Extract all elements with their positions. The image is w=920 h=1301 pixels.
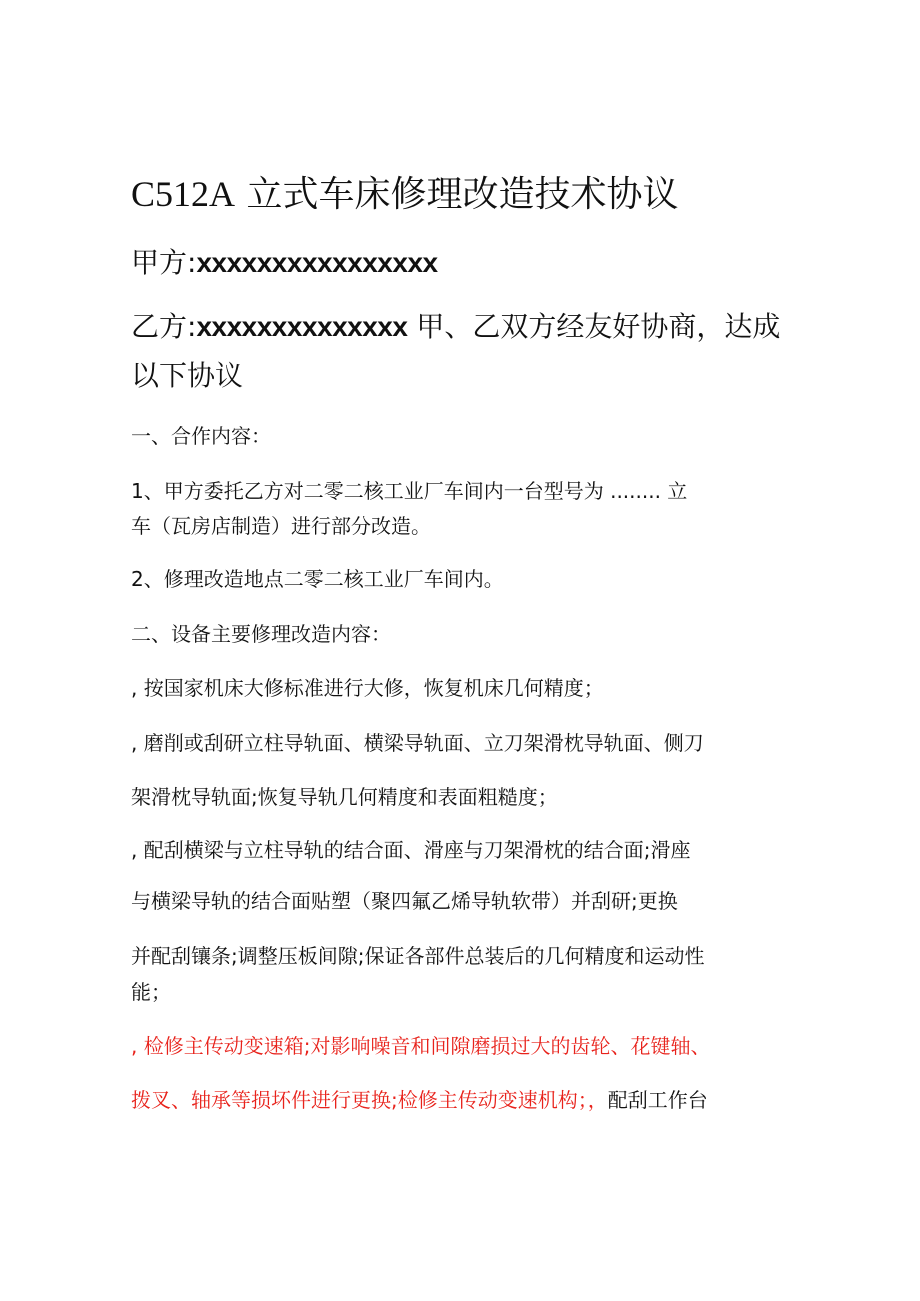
section-2-heading: 二、设备主要修理改造内容： bbox=[131, 622, 391, 646]
title-text: 立式车床修理改造技术协议 bbox=[246, 174, 679, 215]
point-4-line-1: , 检修主传动变速箱;对影响噪音和间隙磨损过大的齿轮、花键轴、 bbox=[131, 1034, 711, 1058]
party-b-value: xxxxxxxxxxxxxx bbox=[196, 311, 408, 342]
party-b-line bbox=[131, 307, 780, 347]
item-2-line: 2、修理改造地点二零二核工业厂车间内。 bbox=[131, 567, 504, 591]
point-2-line-1: , 磨削或刮研立柱导轨面、横梁导轨面、立刀架滑枕导轨面、侧刀 bbox=[131, 731, 704, 755]
party-b-line1-tail: 甲、乙双方经友好协商，达成 bbox=[416, 310, 781, 343]
point-3-line-3: 并配刮镶条;调整压板间隙;保证各部件总装后的几何精度和运动性 bbox=[131, 944, 705, 968]
party-b-label: 乙方: bbox=[131, 310, 197, 343]
item-1-line-1: 1、甲方委托乙方对二零二核工业厂车间内一台型号为 ........ 立 bbox=[131, 479, 688, 503]
title-model-code: C512A bbox=[131, 174, 236, 214]
point-3-line-4: 能； bbox=[131, 980, 171, 1004]
party-a-line bbox=[131, 243, 438, 283]
document-title bbox=[131, 170, 678, 219]
point-4-line-2-highlight: 拨叉、轴承等损坏件进行更换;检修主传动变速机构；， bbox=[131, 1088, 608, 1112]
item-1-line-2: 车（瓦房店制造）进行部分改造。 bbox=[131, 514, 431, 538]
party-a-value: xxxxxxxxxxxxxxxx bbox=[196, 247, 438, 278]
point-4-line-2-plain: 配刮工作台 bbox=[607, 1088, 708, 1112]
point-2-line-2: 架滑枕导轨面;恢复导轨几何精度和表面粗糙度； bbox=[131, 785, 558, 809]
section-1-heading: 一、合作内容： bbox=[131, 424, 271, 448]
point-1-line: , 按国家机床大修标准进行大修，恢复机床几何精度； bbox=[131, 676, 604, 700]
point-3-line-2: 与横梁导轨的结合面贴塑（聚四氟乙烯导轨软带）并刮研;更换 bbox=[131, 889, 678, 913]
party-a-label: 甲方: bbox=[131, 246, 197, 279]
point-3-line-1: , 配刮横梁与立柱导轨的结合面、滑座与刀架滑枕的结合面;滑座 bbox=[131, 838, 691, 862]
party-b-line2: 以下协议 bbox=[131, 359, 244, 392]
point-4-line-2 bbox=[131, 1085, 708, 1115]
